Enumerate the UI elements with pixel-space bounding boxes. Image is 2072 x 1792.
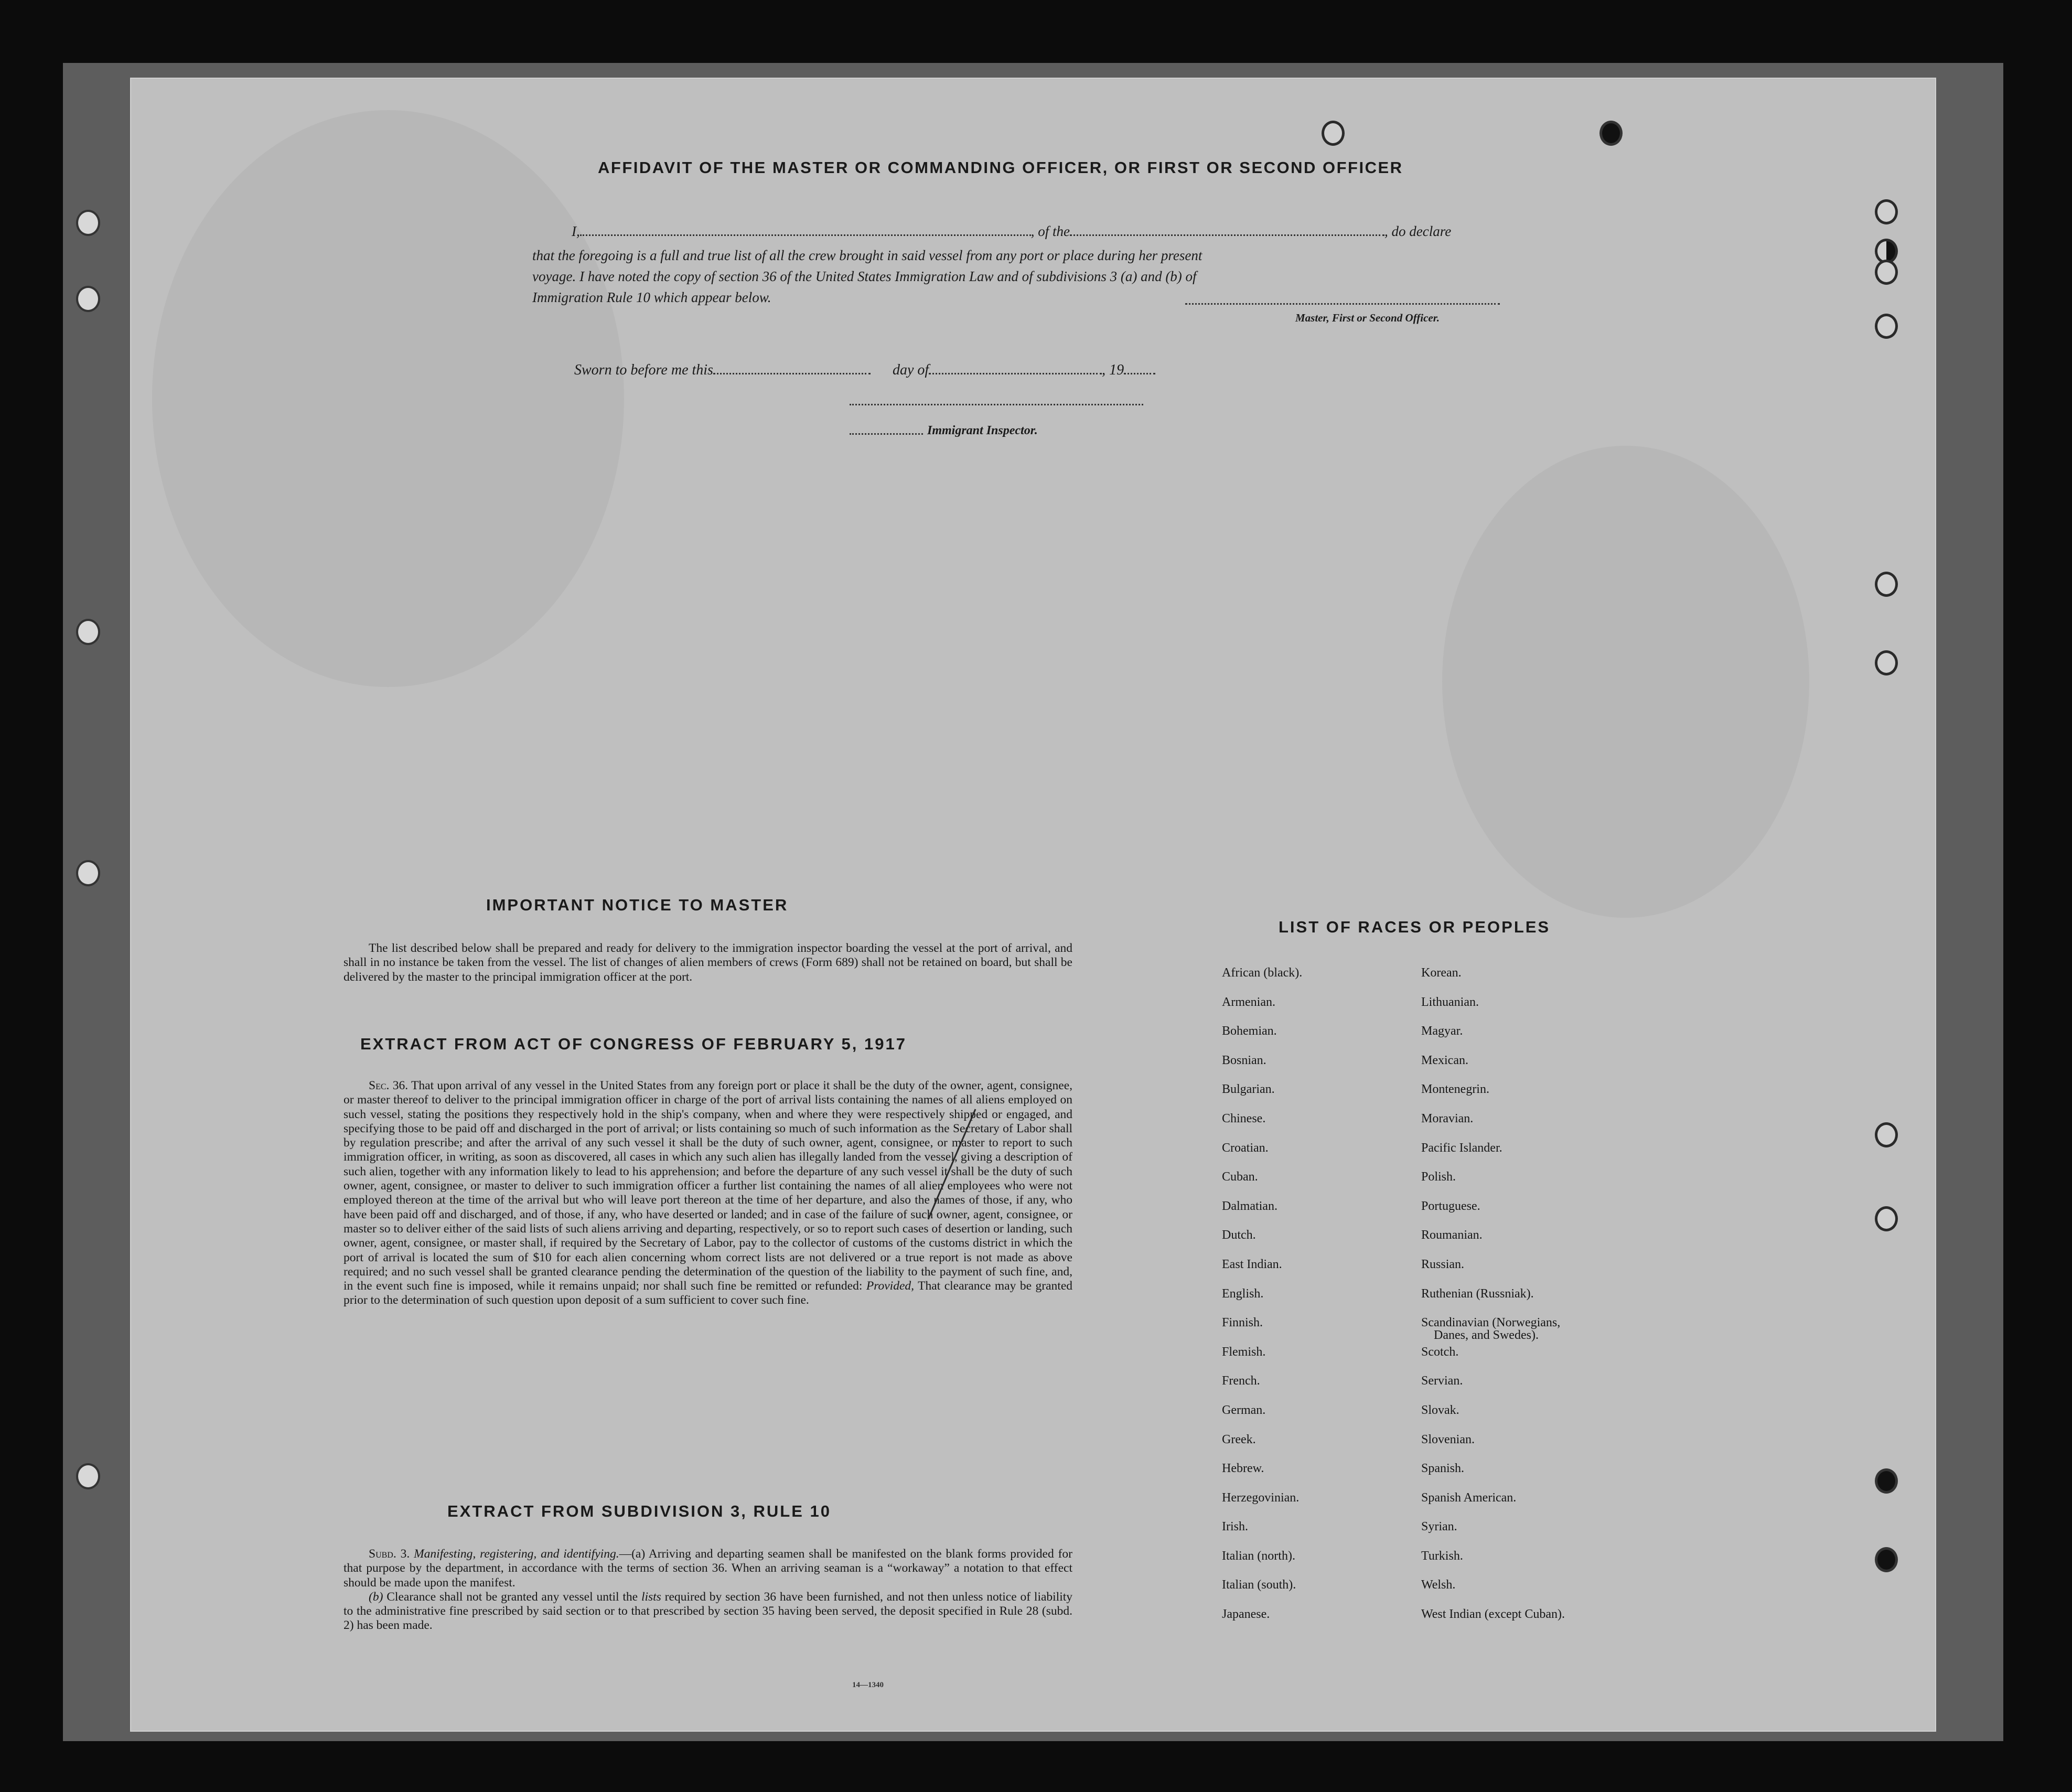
race-item: Japanese.	[1222, 1607, 1270, 1622]
punch-hole	[1875, 1122, 1898, 1147]
punch-hole	[1875, 572, 1898, 597]
race-item: Finnish.	[1222, 1316, 1263, 1330]
punch-hole	[1875, 1468, 1898, 1494]
race-item: Irish.	[1222, 1520, 1248, 1534]
race-item: Slovenian.	[1421, 1432, 1475, 1446]
master-signature-field[interactable]	[1185, 303, 1500, 305]
affidavit-line-4: Immigration Rule 10 which appear below.	[532, 289, 771, 305]
race-item: Italian (south).	[1222, 1578, 1296, 1592]
race-item: French.	[1222, 1374, 1260, 1388]
vessel-label: , of the	[1030, 223, 1070, 239]
race-item: Korean.	[1421, 966, 1462, 980]
race-item: Montenegrin.	[1421, 1082, 1489, 1097]
sworn-month-field[interactable]	[929, 373, 1102, 374]
race-item: Spanish.	[1421, 1462, 1465, 1476]
declarant-label: I,	[572, 223, 580, 239]
race-item: Cuban.	[1222, 1170, 1258, 1184]
proviso-label: Provided,	[866, 1279, 915, 1293]
race-item: Greek.	[1222, 1432, 1256, 1446]
subdivision-heading: Manifesting, registering, and identifying.	[414, 1547, 619, 1561]
race-item: Chinese.	[1222, 1111, 1266, 1125]
form-code: 14—1340	[852, 1681, 884, 1689]
clause-a-label: —(a)	[619, 1547, 646, 1561]
sworn-label: Sworn to before me this	[574, 362, 713, 378]
proviso-text: That clearance may be granted prior to the determination of such question upon deposit of a sum sufficient to cover such fine.	[343, 1279, 1073, 1307]
notice-text	[343, 941, 1072, 984]
affidavit-line-1	[572, 223, 1451, 240]
race-item: Ruthenian (Russniak).	[1421, 1286, 1534, 1301]
pen-mark	[918, 1107, 981, 1222]
punch-hole	[1875, 1206, 1898, 1231]
race-item: Dalmatian.	[1222, 1199, 1277, 1213]
race-item-line-1: Scandinavian (Norwegians,	[1421, 1316, 1561, 1330]
clause-b-text-2: required by section 36 have been furnished, and not then unless notice of liability to the administrative fine prescribed by said section or to that prescribed by section 35 having been served, the deposit specified in Rule 28 (subd. 2) has been made.	[343, 1590, 1073, 1633]
race-item: Flemish.	[1222, 1345, 1266, 1359]
race-item: Portuguese.	[1421, 1199, 1480, 1213]
race-item: West Indian (except Cuban).	[1421, 1607, 1565, 1622]
race-item: Slovak.	[1421, 1403, 1459, 1417]
race-item: German.	[1222, 1403, 1266, 1417]
vessel-name-field[interactable]	[1070, 234, 1384, 236]
race-item-line-2: Danes, and Swedes).	[1434, 1328, 1539, 1343]
rule-extract-text	[343, 1547, 1072, 1633]
race-item: Dutch.	[1222, 1228, 1256, 1242]
affidavit-line-2: that the foregoing is a full and true list of all the crew brought in said vessel from any port or place during her present	[532, 248, 1203, 263]
race-item	[1421, 1316, 1565, 1346]
notice-paragraph: The list described below shall be prepared and ready for delivery to the immigration inspector boarding the vessel at the port of arrival, and shall in no instance be taken from the vessel. The list of changes of alien members of crews (Form 689) shall not be retained on board, but shall be delivered by the master to the principal immigration officer at the port.	[343, 941, 1072, 984]
races-column-1	[1222, 967, 1302, 1637]
binder-hole	[76, 1463, 100, 1489]
races-column-2	[1421, 967, 1565, 1637]
affidavit-page	[131, 79, 1935, 1731]
race-item: Spanish American.	[1421, 1490, 1517, 1505]
race-item: African (black).	[1222, 966, 1303, 980]
punch-hole	[1875, 650, 1898, 675]
notice-title: IMPORTANT NOTICE TO MASTER	[486, 896, 789, 914]
race-item: Russian.	[1421, 1257, 1465, 1271]
punch-hole	[1875, 260, 1898, 285]
clause-b-label: (b)	[369, 1590, 383, 1604]
clause-b-text-1: Clearance shall not be granted any vessel until the	[387, 1590, 638, 1604]
declarant-name-field[interactable]	[580, 234, 1031, 236]
day-of-label: day of	[892, 362, 929, 378]
race-item: Italian (north).	[1222, 1549, 1295, 1563]
race-item: Pacific Islander.	[1421, 1141, 1502, 1155]
race-item: Moravian.	[1421, 1111, 1474, 1125]
master-signature-label: Master, First or Second Officer.	[1295, 312, 1440, 324]
race-item: Bohemian.	[1222, 1024, 1277, 1038]
clause-b-lists: lists	[641, 1590, 661, 1604]
race-item: Magyar.	[1421, 1024, 1463, 1038]
paper-stain	[152, 110, 624, 687]
punch-hole	[1599, 121, 1623, 146]
paper-stain	[1442, 446, 1809, 918]
race-item: Welsh.	[1421, 1578, 1456, 1592]
race-item: East Indian.	[1222, 1257, 1282, 1271]
sworn-line	[574, 362, 1155, 379]
race-item: Croatian.	[1222, 1141, 1269, 1155]
section-text: That upon arrival of any vessel in the United States from any foreign port or place it shall be the duty of the owner, agent, consignee, or master thereof to deliver to the principal immigration officer in charge of the port of arrival lists containing the names of all aliens employed on such vessel, stating the positions they respectively hold in the ship's company, when and where they were respectively shipped or engaged, and specifying those to be paid off and discharged in the port of arrival; or lists containing so much of such information as the Secretary of Labor shall by regulation prescribe; and after the arrival of any such vessel it shall be the duty of such owner, agent, consignee, or master to report to such immigration officer, in writing, as soon as discovered, all cases in which any such alien has illegally landed from the vessel, giving a description of such alien, together with any information likely to lead to his apprehension; and before the departure of any such vessel it shall be the duty of such owner, agent, consignee, or master to deliver to such immigration officer a further list containing the names of all alien employees who were not employed thereon at the time of the arrival but who will leave port thereon at the time of her departure, and also the names of those, if any, who have been paid off and discharged, and of those, if any, who have deserted or landed; and in case of the failure of such owner, agent, consignee, or master so to deliver either of the said lists of such aliens arriving and departing, respectively, or so to report such cases of desertion or landing, such owner, agent, consignee, or master shall, if required by the Secretary of Labor, pay to the collector of customs of the customs district in which the port of arrival is located the sum of $10 for each alien concerning whom correct lists are not delivered or a true report is not made as above required; and no such vessel shall be granted clearance pending the determination of the question of the liability to the payment of such fine, and, in the event such fine is imposed, while it remains unpaid; nor shall such fine be remitted or refunded:	[343, 1079, 1073, 1293]
inspector-signature-lead	[850, 433, 923, 435]
punch-hole	[1875, 1547, 1898, 1572]
rule-extract-title: EXTRACT FROM SUBDIVISION 3, RULE 10	[447, 1502, 831, 1520]
race-item: Herzegovinian.	[1222, 1490, 1300, 1505]
binder-hole	[76, 860, 100, 886]
binder-hole	[76, 619, 100, 645]
inspector-label: Immigrant Inspector.	[927, 424, 1038, 437]
inspector-signature-field[interactable]	[850, 404, 1143, 405]
race-item: Bulgarian.	[1222, 1082, 1275, 1097]
race-item: Polish.	[1421, 1170, 1456, 1184]
race-item: Syrian.	[1421, 1520, 1457, 1534]
race-item: Bosnian.	[1222, 1053, 1266, 1067]
year-label: , 19	[1102, 362, 1124, 378]
race-item: Armenian.	[1222, 995, 1275, 1009]
binder-hole	[76, 286, 100, 312]
race-item: Turkish.	[1421, 1549, 1463, 1563]
act-extract-title: EXTRACT FROM ACT OF CONGRESS OF FEBRUARY 5, 1917	[360, 1035, 907, 1053]
races-title: LIST OF RACES OR PEOPLES	[1279, 918, 1551, 936]
section-label: Sec. 36.	[369, 1079, 409, 1092]
affidavit-line-3: voyage. I have noted the copy of section 36 of the United States Immigration Law and of subdivisions 3 (a) and (b) of	[532, 269, 1197, 284]
declare-label: , do declare	[1384, 223, 1452, 239]
race-item: English.	[1222, 1286, 1264, 1301]
affidavit-title: AFFIDAVIT OF THE MASTER OR COMMANDING OFFICER, OR FIRST OR SECOND OFFICER	[598, 158, 1403, 177]
sworn-day-field[interactable]	[713, 373, 871, 374]
punch-hole	[1322, 121, 1345, 146]
race-item: Hebrew.	[1222, 1462, 1264, 1476]
clause-a-text: Arriving and departing seamen shall be manifested on the blank forms provided for that purpose by the department, in accordance with the terms of section 36. When an arriving seaman is a “workaway” a notation to that effect should be made upon the manifest.	[343, 1547, 1073, 1590]
binder-hole	[76, 210, 100, 236]
race-item: Servian.	[1421, 1374, 1463, 1388]
subdivision-label: Subd. 3.	[369, 1547, 410, 1561]
race-item: Mexican.	[1421, 1053, 1468, 1067]
punch-hole	[1875, 199, 1898, 224]
punch-hole	[1875, 314, 1898, 339]
sworn-year-field[interactable]	[1124, 373, 1155, 374]
race-item: Scotch.	[1421, 1345, 1459, 1359]
race-item: Lithuanian.	[1421, 995, 1479, 1009]
race-item: Roumanian.	[1421, 1228, 1483, 1242]
